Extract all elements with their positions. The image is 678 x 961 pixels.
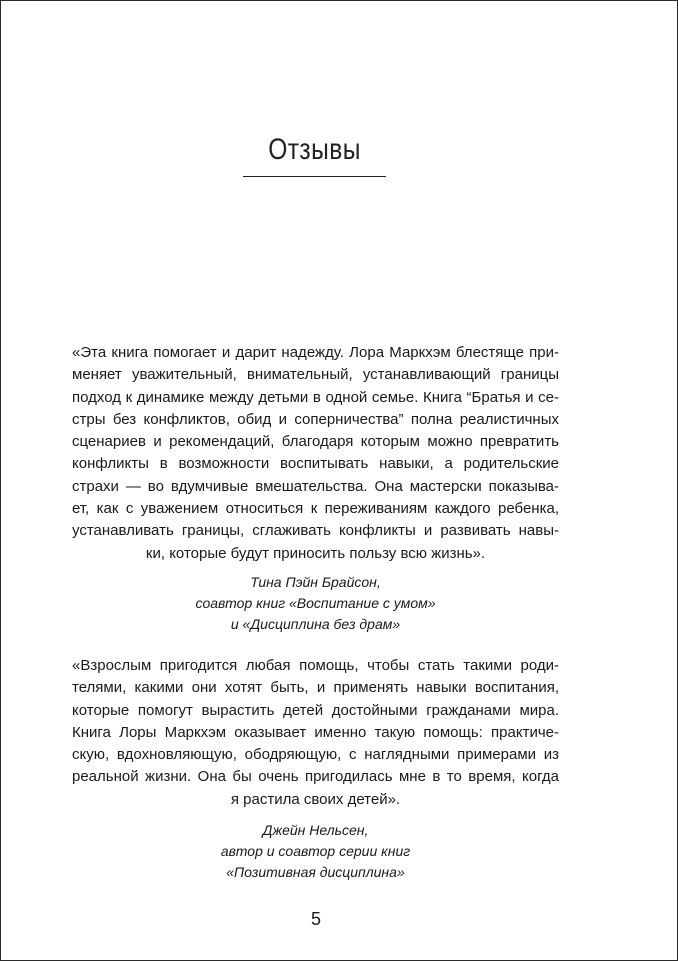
review-author-role: соавтор книг «Воспитание с умом» bbox=[195, 595, 436, 611]
review-2-line: «Взрослым пригодится любая помощь, чтобы стать такими роди- bbox=[72, 657, 559, 674]
review-1-line: страхи — во вдумчивые вмешательства. Она мастерски показыва- bbox=[72, 477, 559, 495]
review-1-line: «Эта книга помогает и дарит надежду. Лора Маркхэм блестяще при- bbox=[72, 344, 559, 361]
review-2-line: телями, какими они хотят быть, и применять навыки воспитания, bbox=[72, 679, 559, 697]
review-quote-1 bbox=[72, 342, 559, 565]
review-1-line: подход к динамике между детьми в одной семье. Книга “Братья и се- bbox=[72, 388, 559, 406]
review-quote-2 bbox=[72, 655, 559, 811]
page-title: Отзывы bbox=[268, 133, 361, 166]
review-author-books: и «Дисциплина без драм» bbox=[230, 616, 401, 632]
review-2-line: которые помогут вырастить детей достойными гражданами мира. bbox=[72, 701, 559, 719]
review-1-line: устанавливать границы, сглаживать конфликты и развивать навы- bbox=[72, 522, 559, 540]
review-2-line: Книга Лоры Маркхэм оказывает именно такую помощь: практиче- bbox=[72, 723, 559, 741]
review-attribution-2 bbox=[72, 820, 559, 883]
title-underline bbox=[243, 176, 386, 177]
review-2-line: я растила своих детей». bbox=[230, 790, 401, 808]
review-author-role: автор и соавтор серии книг bbox=[220, 843, 411, 859]
review-author: Тина Пэйн Брайсон, bbox=[250, 574, 381, 590]
review-1-line: ки, которые будут приносить пользу всю жизнь». bbox=[145, 544, 486, 562]
review-1-line: конфликты в возможности воспитывать навыки, а родительские bbox=[72, 455, 559, 473]
review-author-books: «Позитивная дисциплина» bbox=[226, 864, 405, 880]
review-1-line: сценариев и рекомендаций, благодаря которым можно превратить bbox=[72, 433, 559, 451]
review-2-line: реальной жизни. Она бы очень пригодилась мне в то время, когда bbox=[72, 768, 559, 786]
review-1-line: стры без конфликтов, обид и соперничества” полна реалистичных bbox=[72, 410, 559, 428]
review-1-line: меняет уважительный, внимательный, устанавливающий границы bbox=[72, 366, 559, 384]
review-2-line: скую, вдохновляющую, ободряющую, с наглядными примерами из bbox=[72, 746, 559, 764]
review-author: Джейн Нельсен, bbox=[262, 822, 369, 838]
review-attribution-1 bbox=[72, 572, 559, 635]
review-1-line: ет, как с уважением относиться к переживаниям каждого ребенка, bbox=[72, 500, 559, 518]
page-number: 5 bbox=[310, 909, 321, 929]
